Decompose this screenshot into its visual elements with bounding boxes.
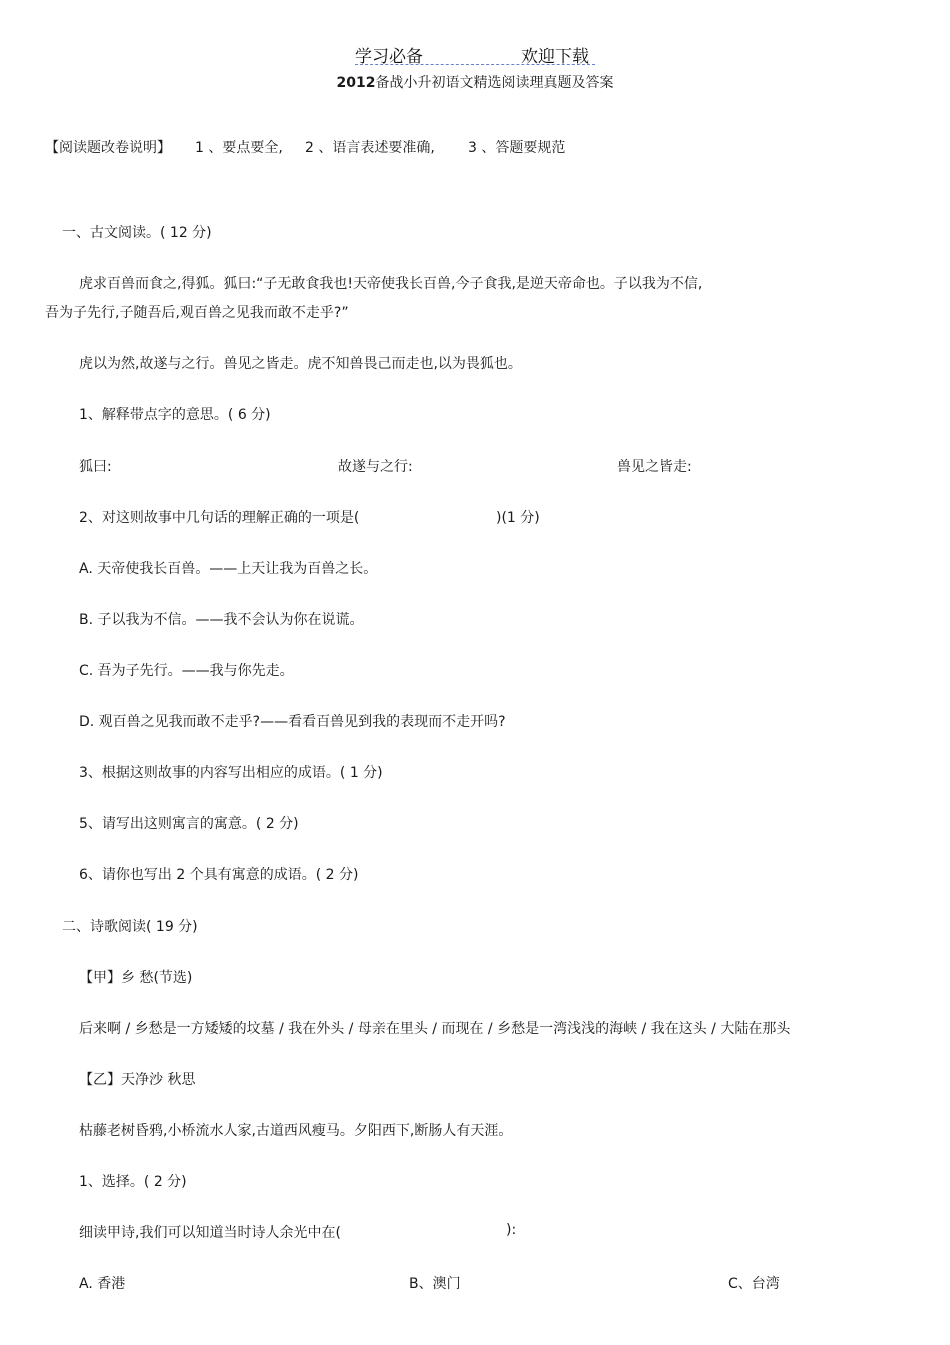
grading-note-item-2: 2 、语言表述要准确,: [305, 140, 435, 156]
question-2: 2、对这则故事中几句话的理解正确的一项是(: [79, 510, 360, 526]
poem-a-text: 后来啊 / 乡愁是一方矮矮的坟墓 / 我在外头 / 母亲在里头 / 而现在 / 乡愁是一湾浅浅的海峡 / 我在这头 / 大陆在那头: [79, 1021, 791, 1037]
question-6: 6、请你也写出 2 个具有寓意的成语。( 2 分): [79, 867, 359, 883]
title-year: 2012: [336, 75, 376, 91]
section2-heading: 二、诗歌阅读( 19 分): [62, 919, 198, 935]
title-text: 备战小升初语文精选阅读理真题及答案: [375, 75, 614, 91]
passage-line-2: 吾为子先行,子随吾后,观百兽之见我而敢不走乎?”: [45, 305, 349, 321]
passage-line-1: 虎求百兽而食之,得狐。狐曰:“子无敢食我也!天帝使我长百兽,今子食我,是逆天帝命也。子以我为不信,: [79, 276, 703, 292]
option-c: C、台湾: [728, 1276, 780, 1292]
poem-b-title: 【乙】天净沙 秋思: [79, 1072, 196, 1088]
question-2-option-a: A. 天帝使我长百兽。——上天让我为百兽之长。: [79, 561, 378, 577]
section2-question-1-stem-end: ):: [506, 1222, 517, 1238]
passage-line-3: 虎以为然,故遂与之行。兽见之皆走。虎不知兽畏己而走也,以为畏狐也。: [79, 356, 522, 372]
question-3: 3、根据这则故事的内容写出相应的成语。( 1 分): [79, 765, 383, 781]
question-1-item-a: 狐曰:: [79, 459, 112, 475]
header-left: 学习必备: [355, 47, 423, 67]
option-a: A. 香港: [79, 1276, 126, 1292]
question-1-item-c: 兽见之皆走:: [617, 459, 692, 475]
question-2-end: )(1 分): [496, 510, 540, 526]
header-divider: [355, 64, 595, 65]
question-5: 5、请写出这则寓言的寓意。( 2 分): [79, 816, 299, 832]
question-1-item-b: 故遂与之行:: [338, 459, 413, 475]
header-right: 欢迎下载: [521, 47, 589, 67]
poem-a-title: 【甲】乡 愁(节选): [79, 970, 193, 986]
section2-question-1-stem: 细读甲诗,我们可以知道当时诗人余光中在(: [79, 1225, 341, 1241]
question-1: 1、解释带点字的意思。( 6 分): [79, 407, 271, 423]
question-2-option-d: D. 观百兽之见我而敢不走乎?——看看百兽见到我的表现而不走开吗?: [79, 714, 506, 730]
grading-note-item-1: 1 、要点要全,: [195, 140, 283, 156]
section1-heading: 一、古文阅读。( 12 分): [62, 225, 212, 241]
document-title: [0, 72, 950, 92]
option-b: B、澳门: [409, 1276, 461, 1292]
question-2-option-c: C. 吾为子先行。——我与你先走。: [79, 663, 294, 679]
grading-note-label: 【阅读题改卷说明】: [45, 140, 171, 156]
question-2-option-b: B. 子以我为不信。——我不会认为你在说谎。: [79, 612, 364, 628]
section2-question-1: 1、选择。( 2 分): [79, 1174, 187, 1190]
poem-b-text: 枯藤老树昏鸦,小桥流水人家,古道西风瘦马。夕阳西下,断肠人有天涯。: [79, 1123, 513, 1139]
grading-note-item-3: 3 、答题要规范: [468, 140, 566, 156]
